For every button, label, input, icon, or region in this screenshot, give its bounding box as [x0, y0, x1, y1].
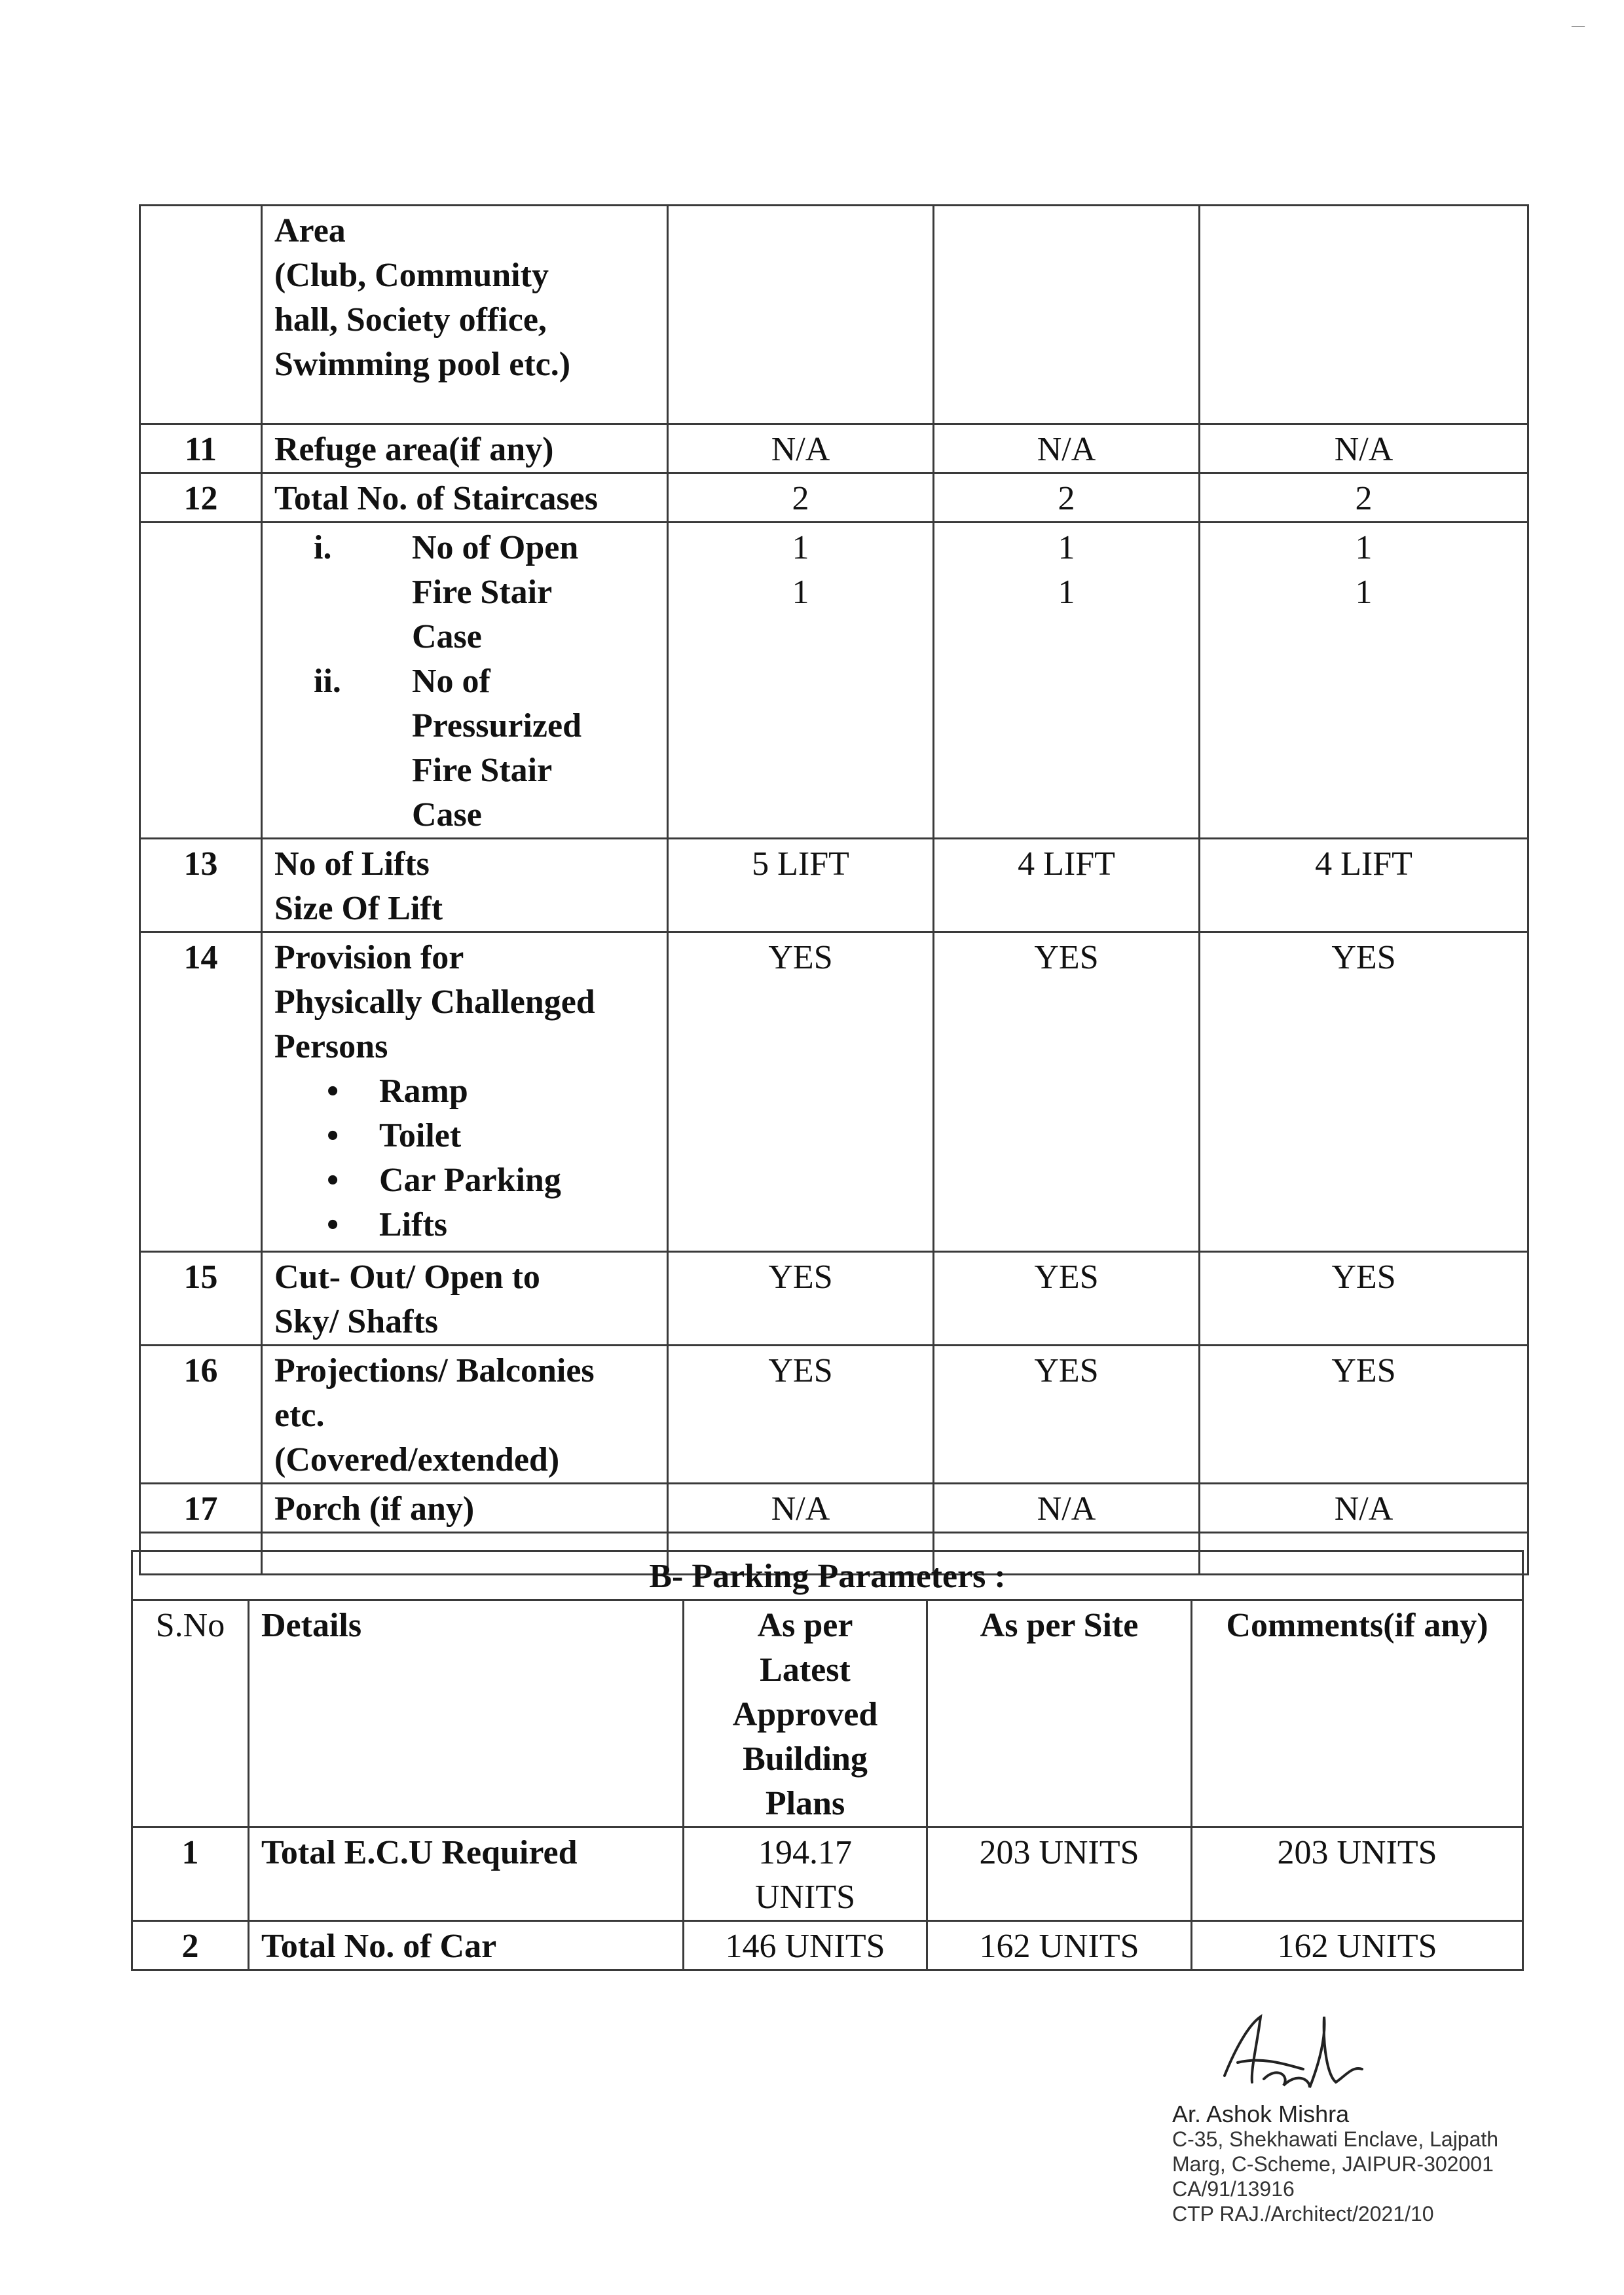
address-line: C-35, Shekhawati Enclave, Lajpath — [1172, 2127, 1499, 2151]
value-cell: YES — [668, 932, 934, 1252]
value-cell: N/A — [668, 1484, 934, 1533]
line: Sky/ Shafts — [274, 1303, 438, 1340]
value-cell — [684, 1921, 927, 1970]
header-approved-plans — [684, 1600, 927, 1827]
value-cell: N/A — [934, 1484, 1200, 1533]
line: Provision for — [274, 939, 464, 976]
value-cell — [668, 206, 934, 424]
line: Projections/ Balconies — [274, 1352, 595, 1389]
line: Area — [274, 212, 346, 249]
detail-cell: Total E.C.U Required — [249, 1827, 684, 1921]
line: UNITS — [754, 1879, 856, 1916]
table-row — [140, 206, 1528, 424]
value-cell: 203 UNITS — [1192, 1827, 1523, 1921]
list-item: • Car Parking — [379, 1158, 655, 1203]
value-cell: N/A — [934, 424, 1200, 473]
line: Pressurized — [412, 707, 581, 744]
line: 146 UNITS — [725, 1928, 885, 1965]
sub-item — [274, 526, 655, 659]
detail-cell — [262, 839, 668, 932]
line: No of — [412, 663, 490, 700]
list-item: • Toilet — [379, 1114, 655, 1158]
table-row — [140, 473, 1528, 523]
sno-cell: 13 — [140, 839, 262, 932]
line: Approved — [732, 1696, 878, 1733]
architect-name: Ar. Ashok Mishra — [1172, 2101, 1350, 2127]
line: hall, Society office, — [274, 301, 547, 339]
section-title: B- Parking Parameters : — [132, 1551, 1523, 1600]
value-cell — [934, 206, 1200, 424]
value-cell — [684, 1827, 927, 1921]
value-cell — [934, 523, 1200, 839]
line: 1 — [1058, 574, 1075, 611]
ca-number: CA/91/13916 — [1172, 2177, 1295, 2201]
value-cell: 4 LIFT — [934, 839, 1200, 932]
line: Plans — [765, 1785, 845, 1822]
section-title-row — [132, 1551, 1523, 1600]
table-row — [140, 839, 1528, 932]
sno-cell: 15 — [140, 1252, 262, 1346]
line: 194.17 — [758, 1834, 852, 1871]
value-cell — [1200, 523, 1528, 839]
header-comments: Comments(if any) — [1192, 1600, 1523, 1827]
value-cell: N/A — [1200, 1484, 1528, 1533]
detail-cell — [262, 523, 668, 839]
sub-text — [412, 659, 655, 837]
ctp-number: CTP RAJ./Architect/2021/10 — [1172, 2202, 1434, 2226]
value-cell: YES — [1200, 1252, 1528, 1346]
header-details: Details — [249, 1600, 684, 1827]
header-row — [132, 1600, 1523, 1827]
sno-cell: 1 — [132, 1827, 249, 1921]
table-row — [140, 1346, 1528, 1484]
sno-cell — [140, 523, 262, 839]
detail-cell: Porch (if any) — [262, 1484, 668, 1533]
line: Fire Stair — [412, 752, 553, 789]
value-cell: YES — [1200, 932, 1528, 1252]
line: Case — [412, 796, 482, 834]
header-as-per-site: As per Site — [927, 1600, 1192, 1827]
detail-cell — [262, 932, 668, 1252]
line: 1 — [1355, 529, 1373, 566]
line: 1 — [792, 529, 809, 566]
value-cell: YES — [934, 932, 1200, 1252]
table-a — [139, 204, 1529, 1575]
detail-cell: Total No. of Staircases — [262, 473, 668, 523]
value-cell: 2 — [934, 473, 1200, 523]
value-cell — [1200, 206, 1528, 424]
value-cell: YES — [1200, 1346, 1528, 1484]
value-cell: 4 LIFT — [1200, 839, 1528, 932]
table-row — [132, 1921, 1523, 1970]
sub-number: i. — [314, 529, 332, 566]
table-row — [140, 1252, 1528, 1346]
value-cell: 2 — [1200, 473, 1528, 523]
line: As per — [757, 1607, 853, 1644]
detail-cell — [262, 206, 668, 424]
value-cell: 203 UNITS — [927, 1827, 1192, 1921]
line: 1 — [1058, 529, 1075, 566]
line: Cut- Out/ Open to — [274, 1258, 540, 1296]
value-cell: N/A — [668, 424, 934, 473]
sub-item — [274, 659, 655, 837]
corner-mark: — — [1572, 18, 1585, 33]
line: 1 — [792, 574, 809, 611]
header-sno: S.No — [132, 1600, 249, 1827]
list-item: • Ramp — [379, 1069, 655, 1114]
value-cell: YES — [934, 1252, 1200, 1346]
table-b-parking — [131, 1550, 1524, 1971]
line: No of Lifts — [274, 845, 430, 883]
sno-cell: 14 — [140, 932, 262, 1252]
sno-cell: 12 — [140, 473, 262, 523]
sno-cell — [140, 206, 262, 424]
table-row — [140, 1484, 1528, 1533]
line: Fire Stair — [412, 574, 553, 611]
signature-block — [1172, 2102, 1498, 2226]
value-cell: YES — [668, 1346, 934, 1484]
line: Building — [743, 1740, 868, 1778]
table-row — [140, 424, 1528, 473]
value-cell: N/A — [1200, 424, 1528, 473]
detail-cell: Refuge area(if any) — [262, 424, 668, 473]
table-row — [132, 1827, 1523, 1921]
line: Physically Challenged — [274, 983, 595, 1021]
sno-cell: 2 — [132, 1921, 249, 1970]
address-line: Marg, C-Scheme, JAIPUR-302001 — [1172, 2152, 1494, 2176]
sno-cell: 16 — [140, 1346, 262, 1484]
signature-mark — [1211, 2004, 1369, 2108]
value-cell: 162 UNITS — [1192, 1921, 1523, 1970]
line: (Club, Community — [274, 257, 549, 294]
line: Latest — [760, 1651, 851, 1689]
value-cell: 5 LIFT — [668, 839, 934, 932]
detail-cell — [262, 1252, 668, 1346]
table-row — [140, 932, 1528, 1252]
line: Persons — [274, 1028, 388, 1065]
value-cell: YES — [934, 1346, 1200, 1484]
value-cell: 162 UNITS — [927, 1921, 1192, 1970]
value-cell — [668, 523, 934, 839]
sub-text — [412, 526, 655, 659]
line: Case — [412, 618, 482, 655]
value-cell: 2 — [668, 473, 934, 523]
line: etc. — [274, 1397, 325, 1434]
line: Size Of Lift — [274, 890, 443, 927]
detail-cell: Total No. of Car — [249, 1921, 684, 1970]
table-row — [140, 523, 1528, 839]
line: Swimming pool etc.) — [274, 346, 571, 383]
sno-cell: 17 — [140, 1484, 262, 1533]
line: 1 — [1355, 574, 1373, 611]
sub-number: ii. — [314, 663, 341, 700]
value-cell: YES — [668, 1252, 934, 1346]
bullet-list — [274, 1069, 655, 1247]
detail-cell — [262, 1346, 668, 1484]
line: No of Open — [412, 529, 579, 566]
line: (Covered/extended) — [274, 1441, 560, 1478]
list-item: • Lifts — [379, 1203, 655, 1247]
sno-cell: 11 — [140, 424, 262, 473]
